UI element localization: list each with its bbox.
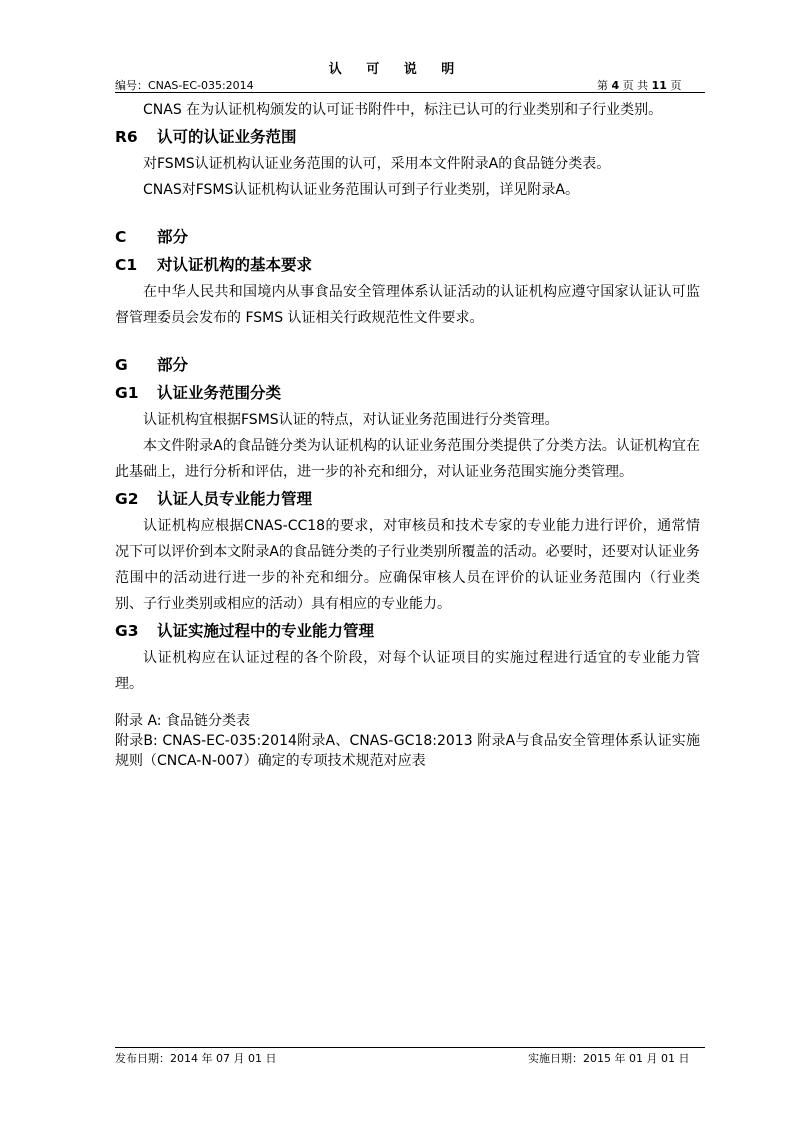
- section-title: 认证人员专业能力管理: [157, 490, 313, 508]
- section-heading-c1: [115, 251, 700, 279]
- section-title: 认证实施过程中的专业能力管理: [157, 622, 375, 640]
- section-number: C1: [115, 256, 138, 274]
- paragraph: 认证机构应在认证过程的各个阶段，对每个认证项目的实施过程进行适宜的专业能力管理。: [115, 650, 700, 692]
- header-divider: [115, 92, 705, 93]
- document-number: 编号：CNAS-EC-035:2014: [115, 79, 254, 92]
- spacer: [115, 331, 700, 351]
- part-title: 部分: [157, 228, 189, 246]
- page-indicator: [597, 77, 681, 93]
- paragraph: 在中华人民共和国境内从事食品安全管理体系认证活动的认证机构应遵守国家认证认可监督管理委员会发布的 FSMS 认证相关行政规范性文件要求。: [115, 284, 700, 326]
- paragraph: CNAS对FSMS认证机构认证业务范围认可到子行业类别，详见附录A。: [143, 182, 579, 198]
- section-number: G1: [115, 384, 139, 402]
- paragraph: 本文件附录A的食品链分类为认证机构的认证业务范围分类提供了分类方法。认证机构宜在此基础上，进行分析和评估，进一步的补充和细分，对认证业务范围实施分类管理。: [115, 438, 700, 480]
- paragraph: 认证机构宜根据FSMS认证的特点，对认证业务范围进行分类管理。: [143, 412, 559, 428]
- page-suffix: 页: [670, 79, 682, 92]
- section-number: R6: [115, 128, 138, 146]
- issue-date: 发布日期：2014 年 07 月 01 日: [115, 1052, 277, 1065]
- document-body: [115, 97, 700, 771]
- effective-date: 实施日期：2015 年 01 月 01 日: [528, 1052, 690, 1065]
- section-heading-g3: [115, 617, 700, 645]
- appendix-b-reference: 附录B: CNAS-EC-035:2014附录A、CNAS-GC18:2013 附录A与食品安全管理体系认证实施规则（CNCA-N-007）确定的专项技术规范对应表: [115, 733, 700, 769]
- part-heading-c: [115, 223, 700, 251]
- part-heading-g: [115, 351, 700, 379]
- page-prefix: 第: [597, 79, 608, 92]
- section-number: G2: [115, 490, 139, 508]
- section-heading-g1: [115, 379, 700, 407]
- paragraph: 认证机构应根据CNAS-CC18的要求，对审核员和技术专家的专业能力进行评价，通常情况下可以评价到本文附录A的食品链分类的子行业类别所覆盖的活动。必要时，还要对认证业务范围中的活动进行进一步的补充和细分。应确保审核人员在评价的认证业务范围内（行业类别、子行业类别或相应的活动）具有相应的专业能力。: [115, 518, 700, 612]
- document-title: 认 可 说 明: [328, 62, 465, 77]
- footer-divider: [115, 1047, 705, 1048]
- section-number: G3: [115, 622, 139, 640]
- section-heading-r6: [115, 123, 700, 151]
- page-current: 4: [611, 79, 620, 92]
- section-heading-g2: [115, 485, 700, 513]
- appendix-a-reference: 附录 A: 食品链分类表: [115, 713, 250, 729]
- r5-continuation-text: CNAS 在为认证机构颁发的认可证书附件中，标注已认可的行业类别和子行业类别。: [143, 102, 663, 118]
- part-letter: C: [115, 228, 127, 246]
- section-title: 认可的认证业务范围: [157, 128, 297, 146]
- part-title: 部分: [157, 356, 189, 374]
- section-title: 认证业务范围分类: [157, 384, 282, 402]
- page-total: 11: [651, 79, 667, 92]
- spacer: [115, 203, 700, 223]
- page-mid: 页 共: [622, 79, 649, 92]
- part-letter: G: [115, 356, 128, 374]
- paragraph: 对FSMS认证机构认证业务范围的认可，采用本文件附录A的食品链分类表。: [143, 156, 611, 172]
- section-title: 对认证机构的基本要求: [157, 256, 313, 274]
- spacer: [115, 697, 700, 711]
